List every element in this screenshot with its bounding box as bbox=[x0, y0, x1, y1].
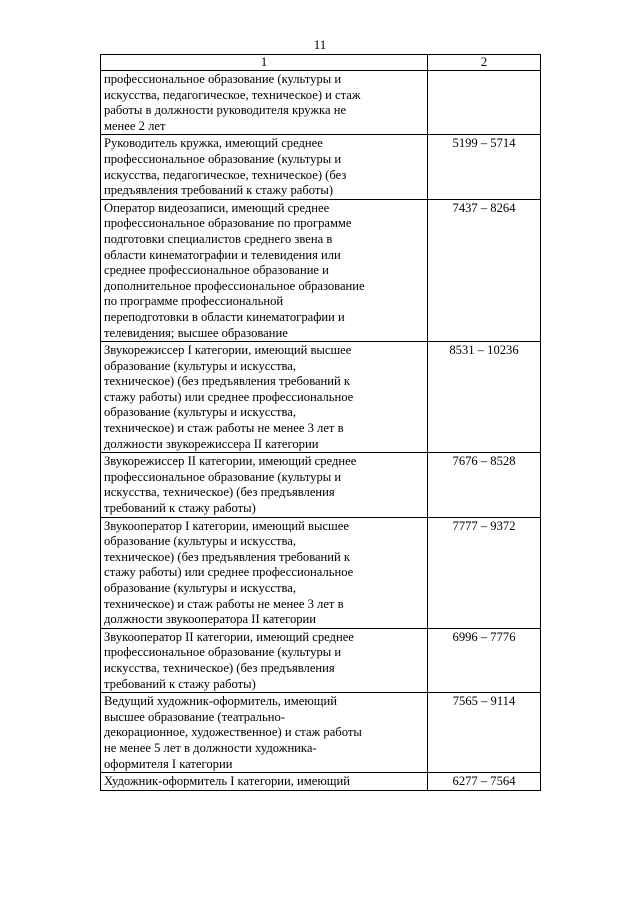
position-description: Ведущий художник-оформитель, имеющий высшее образование (театрально- декорационное, художественное) и стаж работы не менее 5 лет в должности художника- оформителя I категории bbox=[101, 693, 428, 773]
column-header: 2 bbox=[428, 55, 541, 71]
table-row bbox=[101, 453, 541, 517]
salary-range: 5199 – 5714 bbox=[428, 135, 541, 199]
position-description: Руководитель кружка, имеющий среднее профессиональное образование (культуры и искусства, педагогическое, техническое) (без предъявления требований к стажу работы) bbox=[101, 135, 428, 199]
table-row bbox=[101, 693, 541, 773]
position-description: Звукооператор I категории, имеющий высшее образование (культуры и искусства, техническое) (без предъявления требований к стажу работы) или среднее профессиональное образование (культуры и искусства, техническое) и стаж работы не менее 3 лет в должности звукооператора II категории bbox=[101, 517, 428, 628]
salary-range bbox=[428, 71, 541, 135]
salary-table bbox=[100, 54, 541, 791]
table-row bbox=[101, 342, 541, 453]
salary-range: 7565 – 9114 bbox=[428, 693, 541, 773]
salary-range: 7437 – 8264 bbox=[428, 199, 541, 341]
position-description: Звукорежиссер I категории, имеющий высшее образование (культуры и искусства, техническое) (без предъявления требований к стажу работы) или среднее профессиональное образование (культуры и искусства, техническое) и стаж работы не менее 3 лет в должности звукорежиссера II категории bbox=[101, 342, 428, 453]
position-description: Оператор видеозаписи, имеющий среднее профессиональное образование по программе подготовки специалистов среднего звена в области кинематографии и телевидения или среднее профессиональное образование и дополнительное профессиональное образование по программе профессиональной переподготовки в области кинематографии и телевидения; высшее образование bbox=[101, 199, 428, 341]
salary-range: 7676 – 8528 bbox=[428, 453, 541, 517]
salary-range: 7777 – 9372 bbox=[428, 517, 541, 628]
position-description: Художник-оформитель I категории, имеющий bbox=[101, 773, 428, 791]
salary-range: 6996 – 7776 bbox=[428, 628, 541, 692]
table-row bbox=[101, 628, 541, 692]
table-row bbox=[101, 135, 541, 199]
column-header: 1 bbox=[101, 55, 428, 71]
position-description: Звукорежиссер II категории, имеющий среднее профессиональное образование (культуры и искусства, техническое) (без предъявления требований к стажу работы) bbox=[101, 453, 428, 517]
table-row bbox=[101, 71, 541, 135]
table-header-row bbox=[101, 55, 541, 71]
salary-range: 6277 – 7564 bbox=[428, 773, 541, 791]
position-description: Звукооператор II категории, имеющий среднее профессиональное образование (культуры и искусства, техническое) (без предъявления требований к стажу работы) bbox=[101, 628, 428, 692]
table-row bbox=[101, 517, 541, 628]
position-description: профессиональное образование (культуры и искусства, педагогическое, техническое) и стаж работы в должности руководителя кружка не менее 2 лет bbox=[101, 71, 428, 135]
page-number: 11 bbox=[313, 37, 327, 52]
table-row bbox=[101, 773, 541, 791]
salary-range: 8531 – 10236 bbox=[428, 342, 541, 453]
table-row bbox=[101, 199, 541, 341]
